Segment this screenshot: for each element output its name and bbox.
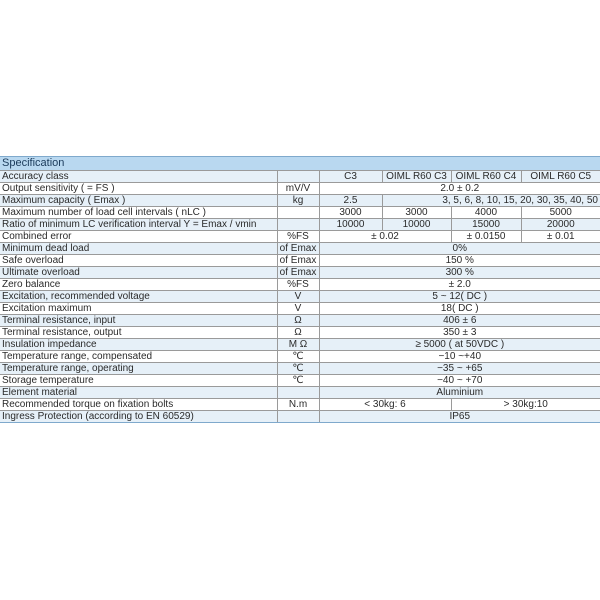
value-cell: 4000 xyxy=(451,207,521,219)
value-cell: 2.5 xyxy=(319,195,382,207)
value-cell: 3, 5, 6, 8, 10, 15, 20, 30, 35, 40, 50 xyxy=(382,195,600,207)
spec-row xyxy=(0,315,600,327)
spec-row xyxy=(0,195,600,207)
value-cell: −40 ~ +70 xyxy=(319,375,600,387)
value-cell: OIML R60 C5 xyxy=(521,171,600,183)
unit-cell: mV/V xyxy=(277,183,319,195)
unit-cell xyxy=(277,387,319,399)
value-cell: 5000 xyxy=(521,207,600,219)
unit-cell: ℃ xyxy=(277,375,319,387)
value-cell: 3000 xyxy=(319,207,382,219)
value-cell: 10000 xyxy=(382,219,451,231)
value-cell: OIML R60 C3 xyxy=(382,171,451,183)
parameter-cell: Storage temperature xyxy=(0,375,277,387)
unit-cell: ℃ xyxy=(277,351,319,363)
spec-row xyxy=(0,339,600,351)
value-cell: ± 2.0 xyxy=(319,279,600,291)
value-cell: 18( DC ) xyxy=(319,303,600,315)
unit-cell: V xyxy=(277,303,319,315)
spec-row xyxy=(0,291,600,303)
specification-rows xyxy=(0,171,600,423)
unit-cell: of Emax xyxy=(277,243,319,255)
spec-row xyxy=(0,219,600,231)
parameter-cell: Minimum dead load xyxy=(0,243,277,255)
parameter-cell: Terminal resistance, output xyxy=(0,327,277,339)
parameter-cell: Ultimate overload xyxy=(0,267,277,279)
value-cell: −35 ~ +65 xyxy=(319,363,600,375)
spec-row xyxy=(0,243,600,255)
value-cell: IP65 xyxy=(319,411,600,423)
parameter-cell: Insulation impedance xyxy=(0,339,277,351)
parameter-cell: Safe overload xyxy=(0,255,277,267)
value-cell: −10 ~+40 xyxy=(319,351,600,363)
parameter-cell: Terminal resistance, input xyxy=(0,315,277,327)
spec-row xyxy=(0,387,600,399)
value-cell: ± 0.01 xyxy=(521,231,600,243)
spec-row xyxy=(0,171,600,183)
parameter-cell: Ratio of minimum LC verification interval Y = Emax / vmin xyxy=(0,219,277,231)
unit-cell: M Ω xyxy=(277,339,319,351)
value-cell: 15000 xyxy=(451,219,521,231)
parameter-cell: Combined error xyxy=(0,231,277,243)
unit-cell: %FS xyxy=(277,231,319,243)
unit-cell xyxy=(277,171,319,183)
value-cell: 350 ± 3 xyxy=(319,327,600,339)
value-cell: ± 0.0150 xyxy=(451,231,521,243)
value-cell: < 30kg: 6 xyxy=(319,399,451,411)
spec-row xyxy=(0,351,600,363)
parameter-cell: Temperature range, compensated xyxy=(0,351,277,363)
spec-row xyxy=(0,399,600,411)
specification-table-block xyxy=(0,156,600,423)
unit-cell: Ω xyxy=(277,327,319,339)
unit-cell xyxy=(277,207,319,219)
spec-row xyxy=(0,411,600,423)
unit-cell xyxy=(277,219,319,231)
specification-title: Specification xyxy=(0,156,600,170)
unit-cell: of Emax xyxy=(277,267,319,279)
spec-row xyxy=(0,255,600,267)
specification-table xyxy=(0,170,600,423)
parameter-cell: Maximum number of load cell intervals ( nLC ) xyxy=(0,207,277,219)
spec-row xyxy=(0,303,600,315)
unit-cell: V xyxy=(277,291,319,303)
parameter-cell: Temperature range, operating xyxy=(0,363,277,375)
spec-row xyxy=(0,207,600,219)
spec-row xyxy=(0,279,600,291)
value-cell: Aluminium xyxy=(319,387,600,399)
value-cell: C3 xyxy=(319,171,382,183)
spec-row xyxy=(0,363,600,375)
parameter-cell: Excitation, recommended voltage xyxy=(0,291,277,303)
value-cell: 5 ~ 12( DC ) xyxy=(319,291,600,303)
value-cell: ± 0.02 xyxy=(319,231,451,243)
value-cell: > 30kg:10 xyxy=(451,399,600,411)
value-cell: 2.0 ± 0.2 xyxy=(319,183,600,195)
spec-row xyxy=(0,375,600,387)
unit-cell: N.m xyxy=(277,399,319,411)
unit-cell: Ω xyxy=(277,315,319,327)
unit-cell: kg xyxy=(277,195,319,207)
parameter-cell: Recommended torque on fixation bolts xyxy=(0,399,277,411)
value-cell: 300 % xyxy=(319,267,600,279)
unit-cell: ℃ xyxy=(277,363,319,375)
value-cell: 20000 xyxy=(521,219,600,231)
unit-cell: %FS xyxy=(277,279,319,291)
value-cell: 10000 xyxy=(319,219,382,231)
parameter-cell: Ingress Protection (according to EN 60529) xyxy=(0,411,277,423)
value-cell: 150 % xyxy=(319,255,600,267)
value-cell: 406 ± 6 xyxy=(319,315,600,327)
value-cell: 0% xyxy=(319,243,600,255)
parameter-cell: Output sensitivity ( = FS ) xyxy=(0,183,277,195)
value-cell: ≥ 5000 ( at 50VDC ) xyxy=(319,339,600,351)
spec-row xyxy=(0,183,600,195)
unit-cell: of Emax xyxy=(277,255,319,267)
parameter-cell: Zero balance xyxy=(0,279,277,291)
parameter-cell: Maximum capacity ( Emax ) xyxy=(0,195,277,207)
spec-row xyxy=(0,267,600,279)
unit-cell xyxy=(277,411,319,423)
value-cell: OIML R60 C4 xyxy=(451,171,521,183)
parameter-cell: Accuracy class xyxy=(0,171,277,183)
spec-row xyxy=(0,231,600,243)
spec-row xyxy=(0,327,600,339)
parameter-cell: Element material xyxy=(0,387,277,399)
value-cell: 3000 xyxy=(382,207,451,219)
parameter-cell: Excitation maximum xyxy=(0,303,277,315)
